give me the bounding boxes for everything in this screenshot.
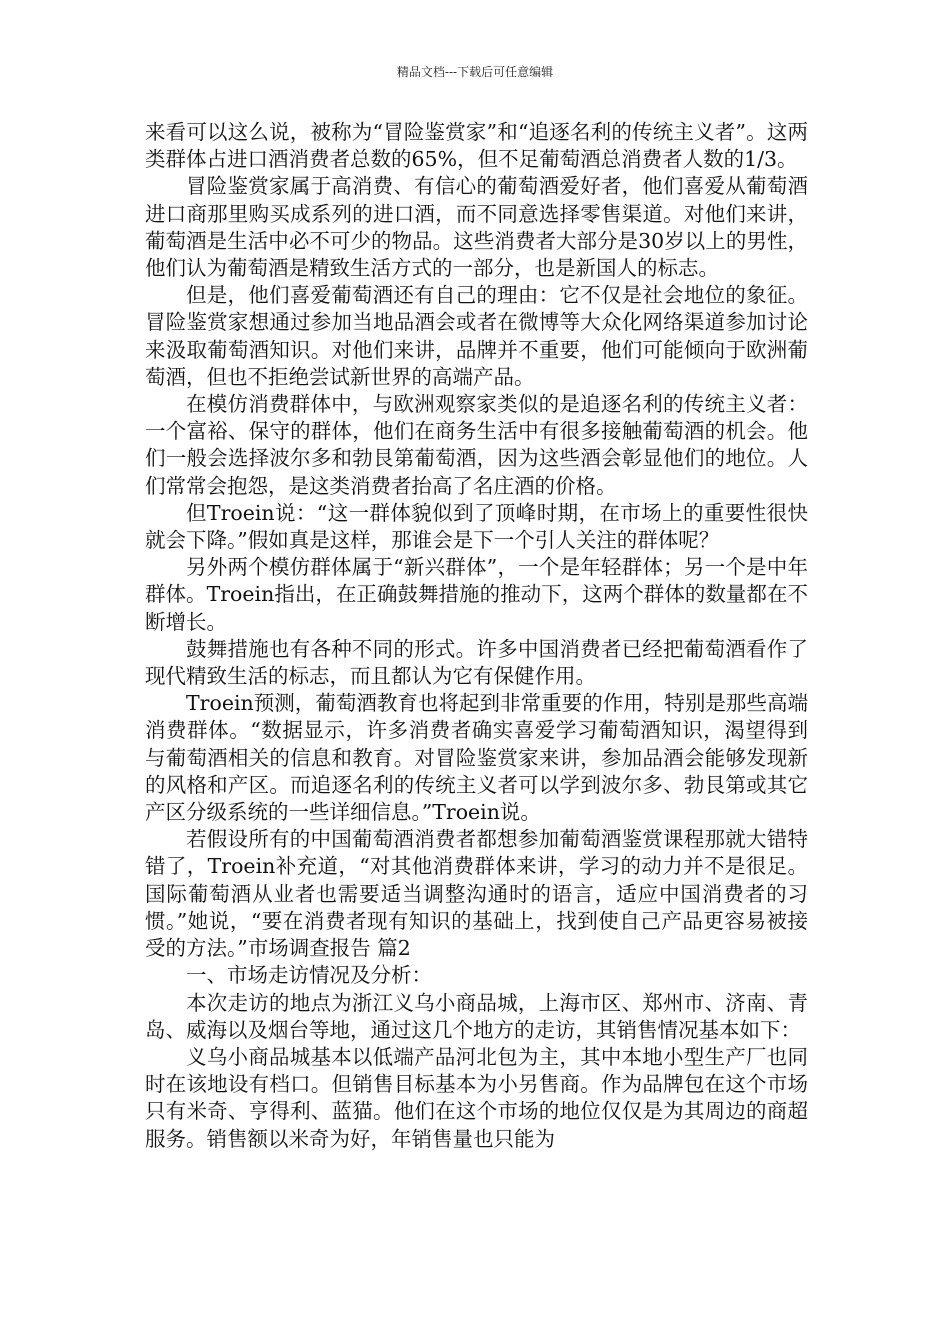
paragraph: 本次走访的地点为浙江义乌小商品城，上海市区、郑州市、济南、青岛、威海以及烟台等地，通过这几个地方的走访，其销售情况基本如下： xyxy=(145,990,808,1042)
paragraph: Troein预测，葡萄酒教育也将起到非常重要的作用，特别是那些高端消费群体。“数据显示，许多消费者确实喜爱学习葡萄酒知识，渴望得到与葡萄酒相关的信息和教育。对冒险鉴赏家来讲，参加品酒会能够发现新的风格和产区。而追逐名利的传统主义者可以学到波尔多、勃艮第或其它产区分级系统的一些详细信息。”Troein说。 xyxy=(145,691,808,825)
paragraph: 若假设所有的中国葡萄酒消费者都想参加葡萄酒鉴赏课程那就大错特错了，Troein补充道，“对其他消费群体来讲，学习的动力并不是很足。国际葡萄酒从业者也需要适当调整沟通时的语言，适应中国消费者的习惯。”她说，“要在消费者现有知识的基础上，找到使自己产品更容易被接受的方法。”市场调查报告 篇2 xyxy=(145,827,808,961)
paragraph: 来看可以这么说，被称为“冒险鉴赏家”和“追逐名利的传统主义者”。这两类群体占进口酒消费者总数的65%，但不足葡萄酒总消费者人数的1/3。 xyxy=(145,120,808,172)
paragraph: 在模仿消费群体中，与欧洲观察家类似的是追逐名利的传统主义者：一个富裕、保守的群体，他们在商务生活中有很多接触葡萄酒的机会。他们一般会选择波尔多和勃艮第葡萄酒，因为这些酒会彰显他们的地位。人们常常会抱怨，是这类消费者抬高了名庄酒的价格。 xyxy=(145,392,808,498)
paragraph: 但Troein说：“这一群体貌似到了顶峰时期，在市场上的重要性很快就会下降。”假如真是这样，那谁会是下一个引人关注的群体呢？ xyxy=(145,500,808,553)
paragraph: 另外两个模仿群体属于“新兴群体”，一个是年轻群体；另一个是中年群体。Troein指出，在正确鼓舞措施的推动下，这两个群体的数量都在不断增长。 xyxy=(145,555,808,634)
paragraph: 义乌小商品城基本以低端产品河北包为主，其中本地小型生产厂也同时在该地设有档口。但销售目标基本为小另售商。作为品牌包在这个市场只有米奇、亨得利、蓝猫。他们在这个市场的地位仅仅是为其周边的商超服务。销售额以米奇为好，年销售量也只能为 xyxy=(145,1044,808,1151)
paragraph: 鼓舞措施也有各种不同的形式。许多中国消费者已经把葡萄酒看作了现代精致生活的标志，而且都认为它有保健作用。 xyxy=(145,636,808,689)
page-header: 精品文档---下载后可任意编辑 xyxy=(396,65,554,79)
paragraph: 但是，他们喜爱葡萄酒还有自己的理由：它不仅是社会地位的象征。冒险鉴赏家想通过参加当地品酒会或者在微博等大众化网络渠道参加讨论来汲取葡萄酒知识。对他们来讲，品牌并不重要，他们可能倾向于欧洲葡萄酒，但也不拒绝尝试新世界的高端产品。 xyxy=(145,283,808,389)
section-heading: 一、市场走访情况及分析： xyxy=(186,963,432,988)
paragraph: 冒险鉴赏家属于高消费、有信心的葡萄酒爱好者，他们喜爱从葡萄酒进口商那里购买成系列的进口酒，而不同意选择零售渠道。对他们来讲，葡萄酒是生活中必不可少的物品。这些消费者大部分是30岁以上的男性，他们认为葡萄酒是精致生活方式的一部分，也是新国人的标志。 xyxy=(145,174,808,281)
document-body xyxy=(145,119,808,1153)
